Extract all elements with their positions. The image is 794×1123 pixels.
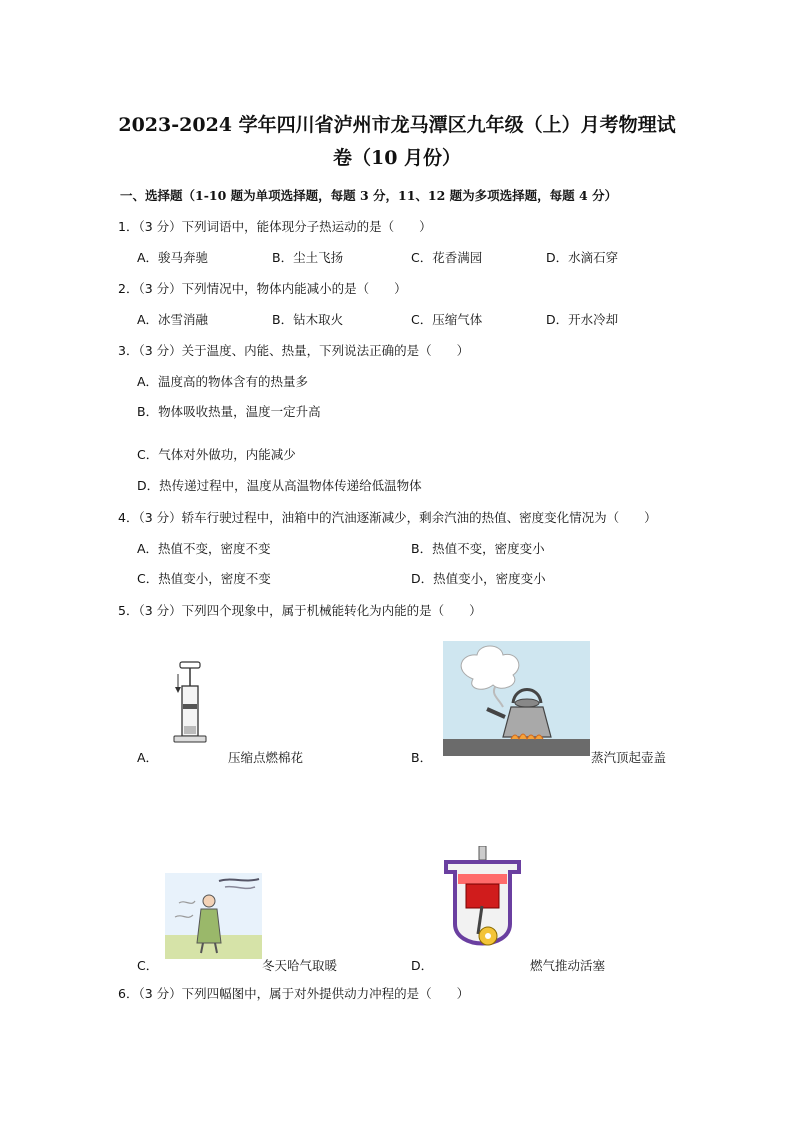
q3-option-a: A．温度高的物体含有的热量多 [137,374,309,389]
question-2-stem: 2．（3 分）下列情况中，物体内能减小的是（ ） [118,281,407,296]
exam-title-line2: 卷（10 月份） [332,147,462,169]
q5-option-a-letter: A． [137,750,159,765]
q1-option-a: A．骏马奔驰 [137,250,209,265]
q3-option-d: D．热传递过程中，温度从高温物体传递给低温物体 [137,478,422,493]
question-3-stem: 3．（3 分）关于温度、内能、热量，下列说法正确的是（ ） [118,343,470,358]
question-1-stem: 1．（3 分）下列词语中，能体现分子热运动的是（ ） [118,219,432,234]
figure-b-kettle-steam [443,641,590,756]
figure-c-breathing-warm [165,873,262,959]
exam-title-line1: 2023-2024 学年四川省泸州市龙马潭区九年级（上）月考物理试 [118,114,676,136]
figure-d-engine-piston [440,846,525,964]
question-4-stem: 4．（3 分）轿车行驶过程中，油箱中的汽油逐渐减少，剩余汽油的热值、密度变化情况为（ ） [118,510,657,525]
question-6-stem: 6．（3 分）下列四幅图中，属于对外提供动力冲程的是（ ） [118,986,470,1001]
q2-option-c: C．压缩气体 [411,312,483,327]
q1-option-b: B．尘土飞扬 [272,250,344,265]
q5-option-d-letter: D． [411,958,434,973]
q5-option-b-caption: 蒸汽顶起壶盖 [591,750,667,765]
q2-option-d: D．开水冷却 [546,312,619,327]
q2-option-b: B．钻木取火 [272,312,344,327]
question-5-stem: 5．（3 分）下列四个现象中，属于机械能转化为内能的是（ ） [118,603,482,618]
q5-option-c-letter: C． [137,958,159,973]
q2-option-a: A．冰雪消融 [137,312,209,327]
q3-option-b: B．物体吸收热量，温度一定升高 [137,404,321,419]
q4-option-d: D．热值变小，密度变小 [411,571,546,586]
q5-option-b-letter: B． [411,750,433,765]
q1-option-d: D．水滴石穿 [546,250,619,265]
figure-a-compression-cylinder [166,660,216,748]
q3-option-c: C．气体对外做功，内能减少 [137,447,296,462]
section-heading: 一、选择题（1-10 题为单项选择题，每题 3 分，11、12 题为多项选择题，每题 4 分） [120,188,618,203]
q5-option-d-caption: 燃气推动活塞 [530,958,606,973]
q4-option-a: A．热值不变，密度不变 [137,541,271,556]
q5-option-a-caption: 压缩点燃棉花 [228,750,304,765]
q4-option-c: C．热值变小，密度不变 [137,571,271,586]
q5-option-c-caption: 冬天哈气取暖 [262,958,338,973]
q1-option-c: C．花香满园 [411,250,483,265]
q4-option-b: B．热值不变，密度变小 [411,541,545,556]
